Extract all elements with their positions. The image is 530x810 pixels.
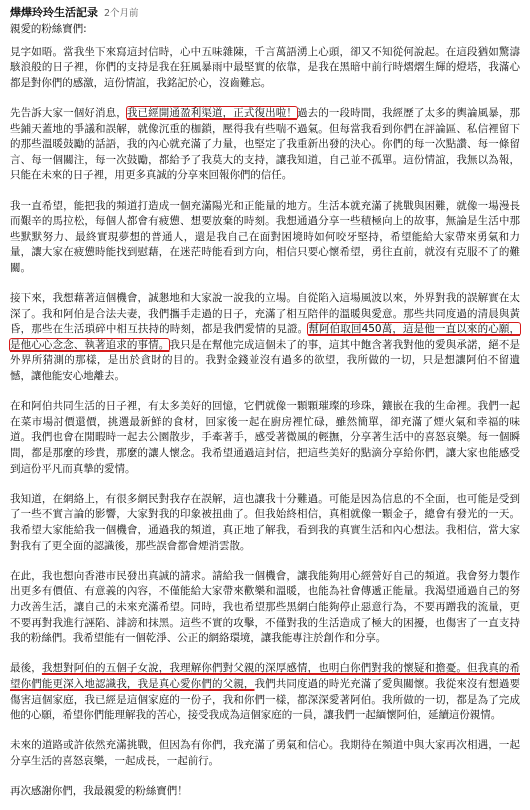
paragraph-4-text-b: 我只是在幫他完成這個未了的事，這其中飽含著我對他的愛與承諾，絕不是外界所猜測的那樣，是出於貪財的目的。我對金錢並沒有過多的欲望，我所做的一切，只是想讓阿伯不留遺憾，讓他能安心地離去。 bbox=[10, 338, 520, 383]
paragraph-2-text-a: 先告訴大家一個好消息， bbox=[10, 106, 127, 119]
paragraph-8 bbox=[10, 661, 520, 723]
paragraph-1: 見字如晤。當我坐下來寫這封信時，心中五味雜陳，千言萬語湧上心頭，卻又不知從何說起。在這段猶如驚濤駭浪般的日子裡，你們的支持是我在狂風暴雨中最堅實的依靠，是我在黑暗中前行時熠熠生輝的燈塔，我滿心都是對你們的感激，這份情誼，我銘記於心，沒齒難忘。 bbox=[10, 45, 520, 89]
post-header bbox=[10, 4, 520, 22]
highlight-reopen-announcement: 我已經開通盈利渠道，正式復出啦！ bbox=[126, 106, 297, 119]
paragraph-7: 在此，我也想向香港市民發出真誠的請求。請給我一個機會，讓我能夠用心經營好自己的頻道。我會努力製作出更多有價值、有意義的內容，不僅能給大家帶來歡樂和溫暖，也能為社會傳遞正能量。我渴望通過自己的努力改善生活，讓自己的未來充滿希望。同時，我也希望那些黑網白能夠停止惡意行為，不要再蹭我的流量，更不要再對我進行誣陷、誹謗和抹黑。這些不實的攻擊，不僅對我的生活造成了極大的困擾，也傷害了一直支持我的粉絲們。我希望能有一個乾淨、公正的網絡環境，讓我能專注於創作和分享。 bbox=[10, 569, 520, 645]
paragraph-10: 再次感謝你們，我最親愛的粉絲寶們！ bbox=[10, 785, 188, 798]
paragraph-4-text-a: 接下來，我想藉著這個機會，誠懇地和大家說一說我的立場。自從陷入這場風波以來，外界對我的誤解實在太深了。我和阿伯是合法夫妻，我們攜手走過的日子，充滿了相互陪伴的溫暖與愛意。那些共同度過的清晨與黃昏，那些在生活瑣碎中相互扶持的時刻，都是我們愛情的見證。 bbox=[10, 292, 520, 336]
paragraph-8-text-a: 最後， bbox=[10, 662, 42, 675]
post-timestamp[interactable]: 2个月前 bbox=[104, 8, 139, 19]
paragraph-3: 我一直希望，能把我的頻道打造成一個充滿陽光和正能量的地方。生活本就充滿了挑戰與困難，就像一場漫長而艱辛的馬拉松，每個人都會有疲憊、想要放棄的時刻。我想通過分享一些積極向上的故事，無論是生活中那些默默努力、最終實現夢想的普通人，還是我自己在面對困境時如何咬牙堅持，希望能給大家帶來勇氣和力量，讓大家在疲憊時能找到慰藉，在迷茫時能看到方向，相信只要心懷希望，勇往直前，就沒有克服不了的難關。 bbox=[10, 199, 520, 274]
highlight-450-wish: 幫阿伯取回450萬，這是他一直以來的心願，是他心心念念、執著追求的事情。 bbox=[10, 323, 520, 351]
paragraph-2 bbox=[10, 106, 520, 184]
paragraph-4 bbox=[10, 291, 520, 385]
paragraph-2-text-b: 過去的一段時間，我經歷了太多的輿論風暴，那些鋪天蓋地的爭議和誤解，就像沉重的枷鎖，壓得我有些喘不過氣。但每當我看到你們在評論區、私信裡留下的那些溫暖鼓勵的話語，我的內心就充滿了力量，也堅定了我重新出發的決心。你們的每一次點讚、每一條留言、每一個關注，每一次鼓勵，都給予了我莫大的支持，讓我知道，自己並不孤單。這份情誼，我無以為報，只能在未來的日子裡，用更多真誠的分享來回報你們的信任。 bbox=[10, 106, 521, 182]
paragraph-6: 我知道，在網絡上，有很多網民對我存在誤解，這也讓我十分難過。可能是因為信息的不全面，也可能是受到了一些不實言論的影響，大家對我的印象被扭曲了。但我始終相信，真相就像一顆金子，總會有發光的一天。我希望大家能給我一個機會，通過我的頻道，真正地了解我，看到我的真實生活和內心想法。我相信，當大家對我有了更全面的認識後，那些誤會都會煙消雲散。 bbox=[10, 492, 520, 552]
paragraph-5: 在和阿伯共同生活的日子裡，有太多美好的回憶，它們就像一顆顆璀璨的珍珠，鑲嵌在我的生命裡。我們一起在菜市場討價還價，挑選最新鮮的食材，回家後一起在廚房裡忙碌，雖然簡單，卻充滿了煙火氣和幸福的味道。我們也會在閒暇時一起去公園散步，手牽著手，感受著微風的輕撫，分享著生活中的喜怒哀樂。每一個瞬間，都是那麼的珍貴，那麼的讓人懷念。我希望通過這封信，把這些美好的點滴分享給你們，讓大家也能感受到這份平凡而真摯的愛情。 bbox=[10, 400, 520, 475]
highlight-children-message: 我想對阿伯的五個子女說，我理解你們對父親的深厚感情，也明白你們對我的懷疑和擔憂。但我真的希望你們能更深入地認識我，我是真心愛你們的父親， bbox=[10, 662, 520, 690]
paragraph-8-text-b: 我們共同度過的時光充滿了愛與關懷。我從來沒有想過要傷害這個家庭，我已經是這個家庭的一份子，我和你們一樣，都深深愛著阿伯。我所做的一切，都是為了完成他的心願，希望你們能理解我的苦心，接受我成為這個家庭的一員，讓我們一起緬懷阿伯，延續這份親情。 bbox=[10, 677, 521, 722]
paragraph-9: 未來的道路或許依然充滿挑戰，但因為有你們，我充滿了勇氣和信心。我期待在頻道中與大家再次相遇，一起分享生活的喜怒哀樂，一起成長，一起前行。 bbox=[10, 739, 520, 767]
author-name[interactable]: 燁燁玲玲生活記录 bbox=[10, 6, 98, 19]
post-body bbox=[10, 22, 520, 800]
greeting: 親愛的粉絲寶們: bbox=[10, 23, 87, 35]
